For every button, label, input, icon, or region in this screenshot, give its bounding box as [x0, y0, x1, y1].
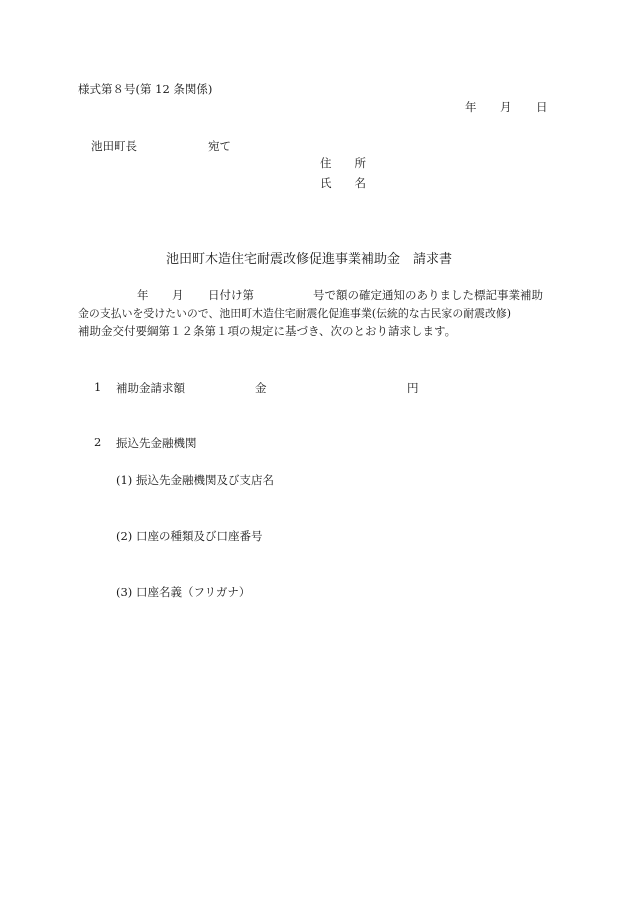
item-1-label: 補助金請求額 — [116, 381, 185, 395]
body-line-1-date-no: 日付け第 — [208, 288, 254, 302]
form-number: 様式第８号(第 12 条関係) — [78, 82, 213, 96]
document-title: 池田町木造住宅耐震改修促進事業補助金 請求書 — [166, 252, 453, 267]
item-1-number: 1 — [94, 380, 102, 394]
sub-item-2: (2) 口座の種類及び口座番号 — [116, 529, 263, 543]
item-1-kin: 金 — [255, 381, 267, 395]
item-1-yen: 円 — [407, 381, 419, 395]
item-2-label: 振込先金融機関 — [116, 436, 197, 450]
sub-item-1: (1) 振込先金融機関及び支店名 — [116, 473, 274, 487]
item-2-number: 2 — [94, 435, 102, 449]
sub-item-3: (3) 口座名義（フリガナ） — [116, 585, 251, 599]
body-line-1-month: 月 — [172, 288, 184, 302]
body-line-1-year: 年 — [137, 288, 149, 302]
body-line-3: 補助金交付要綱第１２条第１項の規定に基づき、次のとおり請求します。 — [78, 324, 457, 338]
date-year-label: 年 — [465, 100, 477, 114]
body-line-1-rest: 号で額の確定通知のありました標記事業補助 — [313, 288, 543, 302]
date-month-label: 月 — [500, 100, 512, 114]
date-day-label: 日 — [536, 100, 548, 114]
body-line-2: 金の支払いを受けたいので、池田町木造住宅耐震化促進事業(伝統的な古民家の耐震改修) — [78, 307, 512, 320]
addressee-suffix: 宛て — [208, 139, 231, 153]
applicant-name-label: 氏 名 — [320, 176, 366, 190]
addressee-name: 池田町長 — [91, 139, 137, 153]
applicant-address-label: 住 所 — [320, 156, 366, 170]
